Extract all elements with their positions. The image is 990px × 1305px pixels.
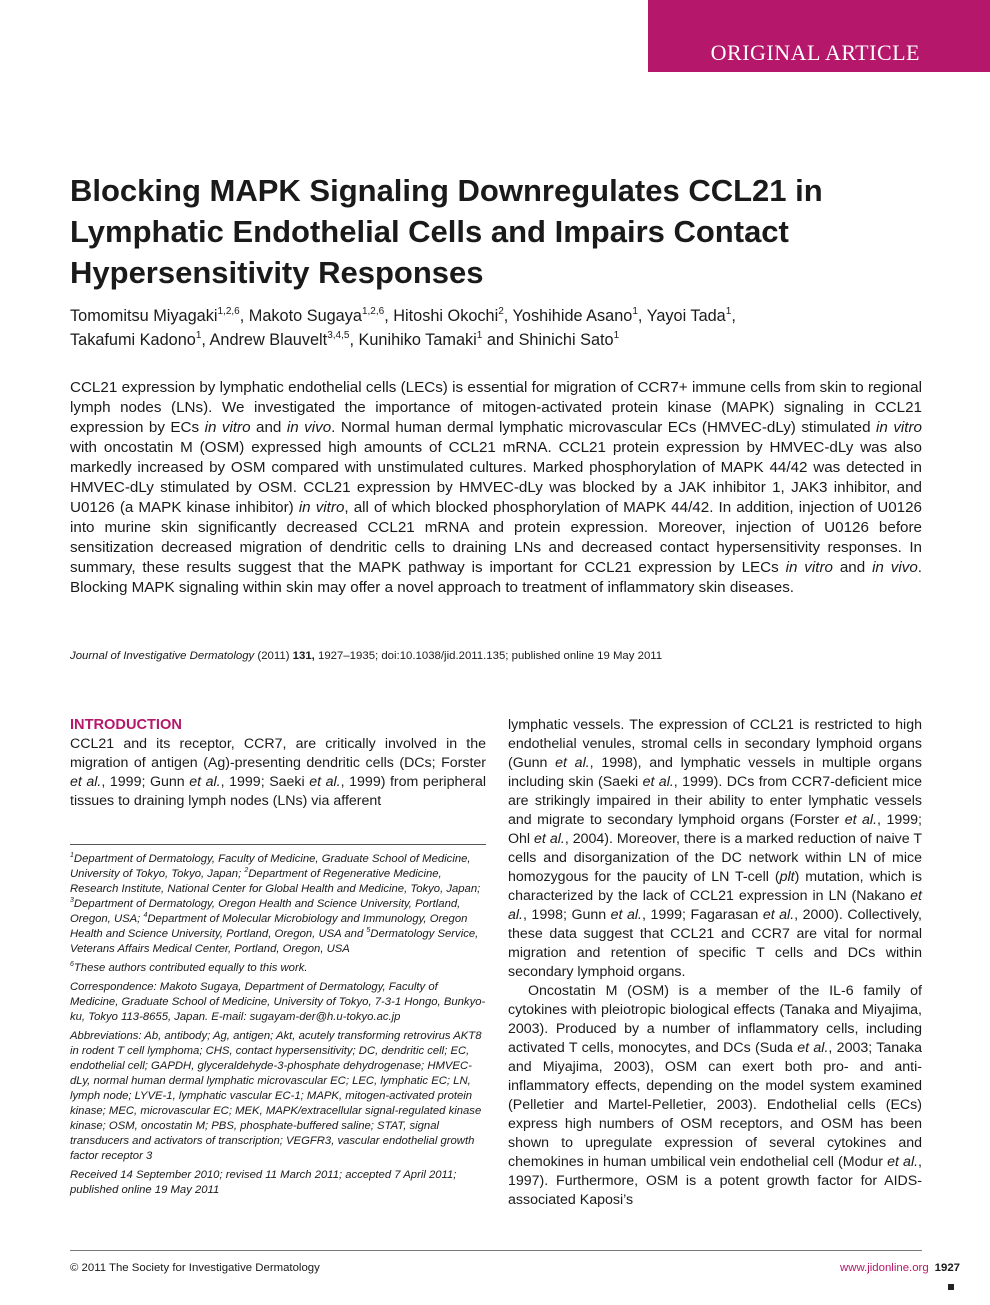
introduction-text-right (508, 716, 922, 1210)
author-conjunction: and (486, 331, 515, 349)
article-title: Blocking MAPK Signaling Downregulates CCL21 in Lymphatic Endothelial Cells and Impairs Contact Hypersensitivity Responses (70, 173, 823, 290)
author-name: Shinichi Sato (518, 331, 614, 349)
footnotes (70, 844, 486, 1202)
right-column (508, 716, 922, 1210)
journal-volume: 131, (292, 650, 315, 662)
affiliation-marker: 2 (498, 305, 504, 317)
journal-citation: Journal of Investigative Dermatology (2011) 131, 1927–1935; doi:10.1038/jid.2011.135; published online 19 May 2011 (70, 650, 663, 662)
affiliation-marker: 3,4,5 (327, 329, 350, 341)
affiliation-marker: 1 (725, 305, 732, 317)
article-type-banner (648, 0, 990, 72)
copyright-notice: © 2011 The Society for Investigative Dermatology (70, 1262, 320, 1274)
received-dates-note: Received 14 September 2010; revised 11 March 2011; accepted 7 April 2011; published online 19 May 2011 (70, 1169, 457, 1196)
abbreviations-note: Abbreviations: Ab, antibody; Ag, antigen; Akt, acutely transforming retrovirus AKT8 in rodent T cell lymphoma; CHS, contact hypersensitivity; DC, dendritic cell; EC, endothelial cell; GAPDH, glyceraldehyde-3-phosphate dehydrogenase; HMVEC-dLy, normal human dermal lymphatic microvascular EC; LEC, lymphatic EC; LN, lymph node; LYVE-1, lymphatic vascular EC-1; MAPK, mitogen-activated protein kinase; MEC, microvascular EC; MEK, MAPK/extracellular signal-regulated kinase kinase; OSM, oncostatin M; PBS, phosphate-buffered saline; STAT, signal transducers and activators of transcription; VEGFR3, vascular endothelial growth factor receptor 3 (70, 1030, 482, 1162)
paragraph: Oncostatin M (OSM) is a member of the IL-6 family of cytokines with pleiotropic biological effects (Tanaka and Miyajima, 2003). Produced by a number of inflammatory cells, including activated T cells, monocytes, and DCs (Suda et al., 2003; Tanaka and Miyajima, 2003), OSM can exert both pro- and anti-inflammatory effects, depending on the model system examined (Pelletier and Martel-Pelletier, 2003). Endothelial cells (ECs) express high numbers of OSM receptors, and OSM has been shown to upregulate expression of several cytokines and chemokines in human umbilical vein endothelial cell (Modur et al., 1997). Furthermore, OSM is a potent growth factor for AIDS-associated Kaposi’s (508, 983, 923, 1208)
author-name: Hitoshi Okochi (393, 307, 499, 325)
affiliation-marker: 1 (476, 329, 483, 341)
affiliation-marker: 1 (632, 305, 638, 317)
article-type-label: ORIGINAL ARTICLE (710, 40, 920, 65)
affiliation-marker: 1,2,6 (361, 305, 385, 317)
author-name: Yayoi Tada (646, 307, 726, 325)
affiliation-marker: 1 (195, 329, 202, 341)
affiliation-marker: 1,2,6 (217, 305, 240, 317)
page-number: 1927 (934, 1262, 960, 1274)
left-column (70, 716, 486, 811)
abstract-text: CCL21 expression by lymphatic endothelial cells (LECs) is essential for migration of CCR7+ immune cells from skin to regional lymph nodes (LNs). We investigated the importance of mitogen-activated protein kinase (MAPK) signaling in CCL21 expression by ECs in vitro and in vivo. Normal human dermal lymphatic microvascular ECs (HMVEC-dLy) stimulated in vitro with oncostatin M (OSM) expressed high amounts of CCL21 mRNA. CCL21 protein expression by HMVEC-dLy was also markedly increased by OSM compared with unstimulated cultures. Marked phosphorylation of MAPK 44/42 was detected in HMVEC-dLy stimulated by OSM. CCL21 expression by HMVEC-dLy was blocked by a JAK inhibitor 1, JAK3 inhibitor, and U0126 (a MAPK kinase inhibitor) in vitro, all of which blocked phosphorylation of MAPK 44/42. In addition, injection of U0126 into murine skin significantly decreased CCL21 mRNA and protein expression. Moreover, injection of U0126 before sensitization decreased migration of dendritic cells to draining LNs and decreased contact hypersensitivity responses. In summary, these results suggest that the MAPK pathway is important for CCL21 expression by LECs in vitro and in vivo. Blocking MAPK signaling within skin may offer a novel approach to treatment of inflammatory skin diseases. (70, 379, 923, 596)
author-name: Andrew Blauvelt (209, 331, 328, 349)
author-name: Tomomitsu Miyagaki (70, 307, 218, 325)
footer-page-info (840, 1260, 960, 1276)
footer-divider (70, 1250, 922, 1251)
affiliations-note: $^1$Department of Dermatology, Faculty of Medicine, Graduate School of Medicine, University of Tokyo, Tokyo, Japan; $^2$Department of Regenerative Medicine, Research Institute, National Center for Global Health and Medicine, Tokyo, Japan; $^3$Department of Dermatology, Oregon Health and Science University, Portland, Oregon, USA; $^4$Department of Molecular Microbiology and Immunology, Oregon Health and Science University, Portland, Oregon, USA and $^5$Dermatology Service, Veterans Affairs Medical Center, Portland, Oregon, USA (70, 852, 481, 955)
affiliation-marker: 1 (613, 329, 620, 341)
author-list: Tomomitsu Miyagaki$^{1,2,6}$, Makoto Sugaya$^{1,2,6}$, Hitoshi Okochi$^2$, Yoshihide Asano$^1$, Yayoi Tada$^1$, Takafumi Kadono$^1$, Andrew Blauvelt$^{3,4,5}$, Kunihiko Tamaki$^1$ and Shinichi Sato$^1$ (70, 305, 736, 349)
paragraph: lymphatic vessels. The expression of CCL21 is restricted to high endothelial venules, stromal cells in secondary lymphoid organs (Gunn et al., 1998), and lymphatic vessels in multiple organs including skin (Saeki et al., 1999). DCs from CCR7-deficient mice are strikingly impaired in their ability to enter lymphatic vessels and migrate to secondary lymphoid organs (Forster et al., 1999; Ohl et al., 2004). Moreover, there is a marked reduction of naive T cells and disorganization of the DC network within LN of mice homozygous for the paucity of LN T-cell (plt) mutation, which is characterized by the lack of CCL21 expression in LN (Nakano et al., 1998; Gunn et al., 1999; Fagarasan et al., 2000). Collectively, these data suggest that CCL21 and CCR7 are vital for normal migration and retention of specific T cells and DCs within secondary lymphoid organs. (508, 717, 922, 980)
journal-website-link[interactable]: www.jidonline.org (840, 1262, 929, 1274)
author-name: Makoto Sugaya (248, 307, 362, 325)
author-name: Kunihiko Tamaki (358, 331, 477, 349)
abstract (70, 378, 922, 598)
page-marker-square (948, 1284, 954, 1290)
author-name: Takafumi Kadono (70, 331, 196, 349)
section-heading-introduction: INTRODUCTION (70, 717, 182, 733)
author-name: Yoshihide Asano (512, 307, 633, 325)
correspondence-note: Correspondence: Makoto Sugaya, Department of Dermatology, Faculty of Medicine, Graduate School of Medicine, University of Tokyo, 7-3-1 Hongo, Bunkyo-ku, Tokyo 113-8655, Japan. E-mail: sugayam-der@h.u-tokyo.ac.jp (70, 981, 486, 1023)
journal-name: Journal of Investigative Dermatology (70, 650, 255, 662)
equal-contribution-note: $^6$These authors contributed equally to this work. (70, 961, 308, 974)
introduction-text-left: CCL21 and its receptor, CCR7, are critically involved in the migration of antigen (Ag)-presenting dendritic cells (DCs; Forster et al., 1999; Gunn et al., 1999; Saeki et al., 1999) from peripheral tissues to draining lymph nodes (LNs) via afferent (70, 736, 487, 809)
